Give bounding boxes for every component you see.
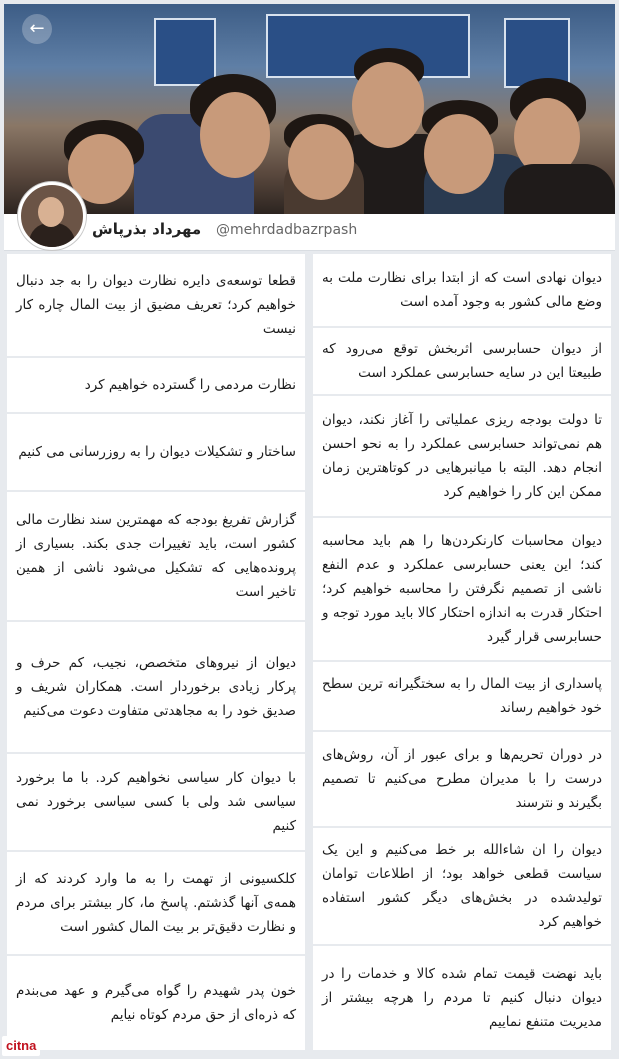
avatar[interactable]	[18, 182, 86, 250]
person-shape	[288, 124, 354, 200]
quote-item	[313, 946, 611, 1050]
quote-item	[7, 852, 305, 956]
quote-text: در دوران تحریم‌ها و برای عبور از آن، روش‌های درست را با مدیران مطرح می‌کنیم تا تصمیم بگیرند و نترسند	[322, 747, 602, 811]
avatar-face	[38, 197, 64, 227]
quote-item	[313, 828, 611, 946]
watermark-logo: citna	[2, 1036, 40, 1056]
quote-text: ساختار و تشکیلات دیوان را به روزرسانی می کنیم	[18, 444, 296, 460]
quote-item	[7, 956, 305, 1050]
back-arrow-icon[interactable]: ←	[22, 14, 52, 44]
mosaic-tile-left	[154, 18, 216, 86]
quotes-column-right	[313, 254, 611, 1050]
quote-text: قطعا توسعه‌ی دایره نظارت دیوان را به جد دنبال خواهیم کرد؛ تعریف مضیق از بیت المال چاره کار نیست	[16, 273, 296, 337]
quote-item	[7, 622, 305, 754]
quote-item	[7, 492, 305, 622]
quote-item	[7, 254, 305, 358]
quote-text: پاسداری از بیت المال را به سختگیرانه ترین سطح خود خواهیم رساند	[322, 676, 602, 716]
quote-text: از دیوان حسابرسی اثربخش توقع می‌رود که طبیعتا این در سایه حسابرسی عملکرد است	[322, 341, 602, 381]
quote-item	[7, 358, 305, 414]
quote-text: دیوان از نیروهای متخصص، نجیب، کم حرف و پرکار زیادی برخوردار است. همکاران شریف و صدیق خود را به مجاهدتی متفاوت دعوت می‌کنیم	[16, 655, 296, 719]
header-photo	[4, 4, 615, 214]
quote-item	[7, 754, 305, 852]
quote-text: دیوان را ان شاءالله بر خط می‌کنیم و این یک سیاست قطعی خواهد بود؛ از اطلاعات توامان تولیدشده در بخش‌های دیگر کشور استفاده خواهیم کرد	[322, 842, 602, 930]
person-shape	[504, 164, 615, 214]
quote-item	[7, 414, 305, 492]
quote-text: نظارت مردمی را گسترده خواهیم کرد	[84, 377, 296, 393]
quote-text: با دیوان کار سیاسی نخواهیم کرد. با ما برخورد سیاسی شد ولی با کسی سیاسی برخورد نمی کنیم	[16, 770, 296, 834]
quote-text: باید نهضت قیمت تمام شده کالا و خدمات را در دیوان دنبال کنیم تا مردم را هرچه بیشتر از مدیریت متنفع نماییم	[322, 966, 602, 1030]
quote-text: خون پدر شهیدم را گواه می‌گیرم و عهد می‌بندم که ذره‌ای از حق مردم کوتاه نیایم	[16, 983, 296, 1023]
quote-item	[313, 662, 611, 732]
profile-name: مهرداد بذرپاش	[92, 220, 202, 238]
quotes-column-left	[7, 254, 305, 1050]
mosaic-tile-right	[504, 18, 570, 88]
person-shape	[424, 114, 494, 194]
person-shape	[352, 62, 424, 148]
quote-item	[313, 396, 611, 518]
quote-item	[313, 254, 611, 328]
quote-item	[313, 732, 611, 828]
quote-text: تا دولت بودجه ریزی عملیاتی را آغاز نکند، دیوان هم نمی‌تواند حسابرسی عملکرد را به نحو احسن انجام دهد. البته با میانبرهایی در کوتاهترین زمان ممکن این کار را خواهیم کرد	[322, 412, 602, 500]
quote-text: دیوان محاسبات کارنکردن‌ها را هم باید محاسبه کند؛ این یعنی حسابرسی عملکرد و عدم النفع ناشی از تصمیم نگرفتن را محاسبه خواهیم کرد؛ احتکار قدرت به اندازه احتکار کالا باید مورد توجه و حسابرسی قرار گیرد	[322, 533, 602, 645]
quote-text: کلکسیونی از تهمت را به ما وارد کردند که از همه‌ی آنها گذشتم. پاسخ ما، کار بیشتر برای مردم و نظارت دقیق‌تر بر بیت المال کشور است	[16, 871, 296, 935]
avatar-body	[29, 223, 75, 250]
profile-handle[interactable]: @mehrdadbazrpash	[216, 222, 358, 238]
quote-text: گزارش تفریغ بودجه که مهمترین سند نظارت مالی کشور است، باید تغییرات جدی بکند. بسیاری از پرونده‌هایی که تشکیل می‌شود ناشی از همین تاخیر است	[16, 512, 296, 600]
quote-item	[313, 518, 611, 662]
quote-text: دیوان نهادی است که از ابتدا برای نظارت ملت به وضع مالی کشور به وجود آمده است	[322, 270, 602, 310]
profile-bar	[4, 214, 615, 251]
person-shape	[200, 92, 270, 178]
quote-item	[313, 328, 611, 396]
